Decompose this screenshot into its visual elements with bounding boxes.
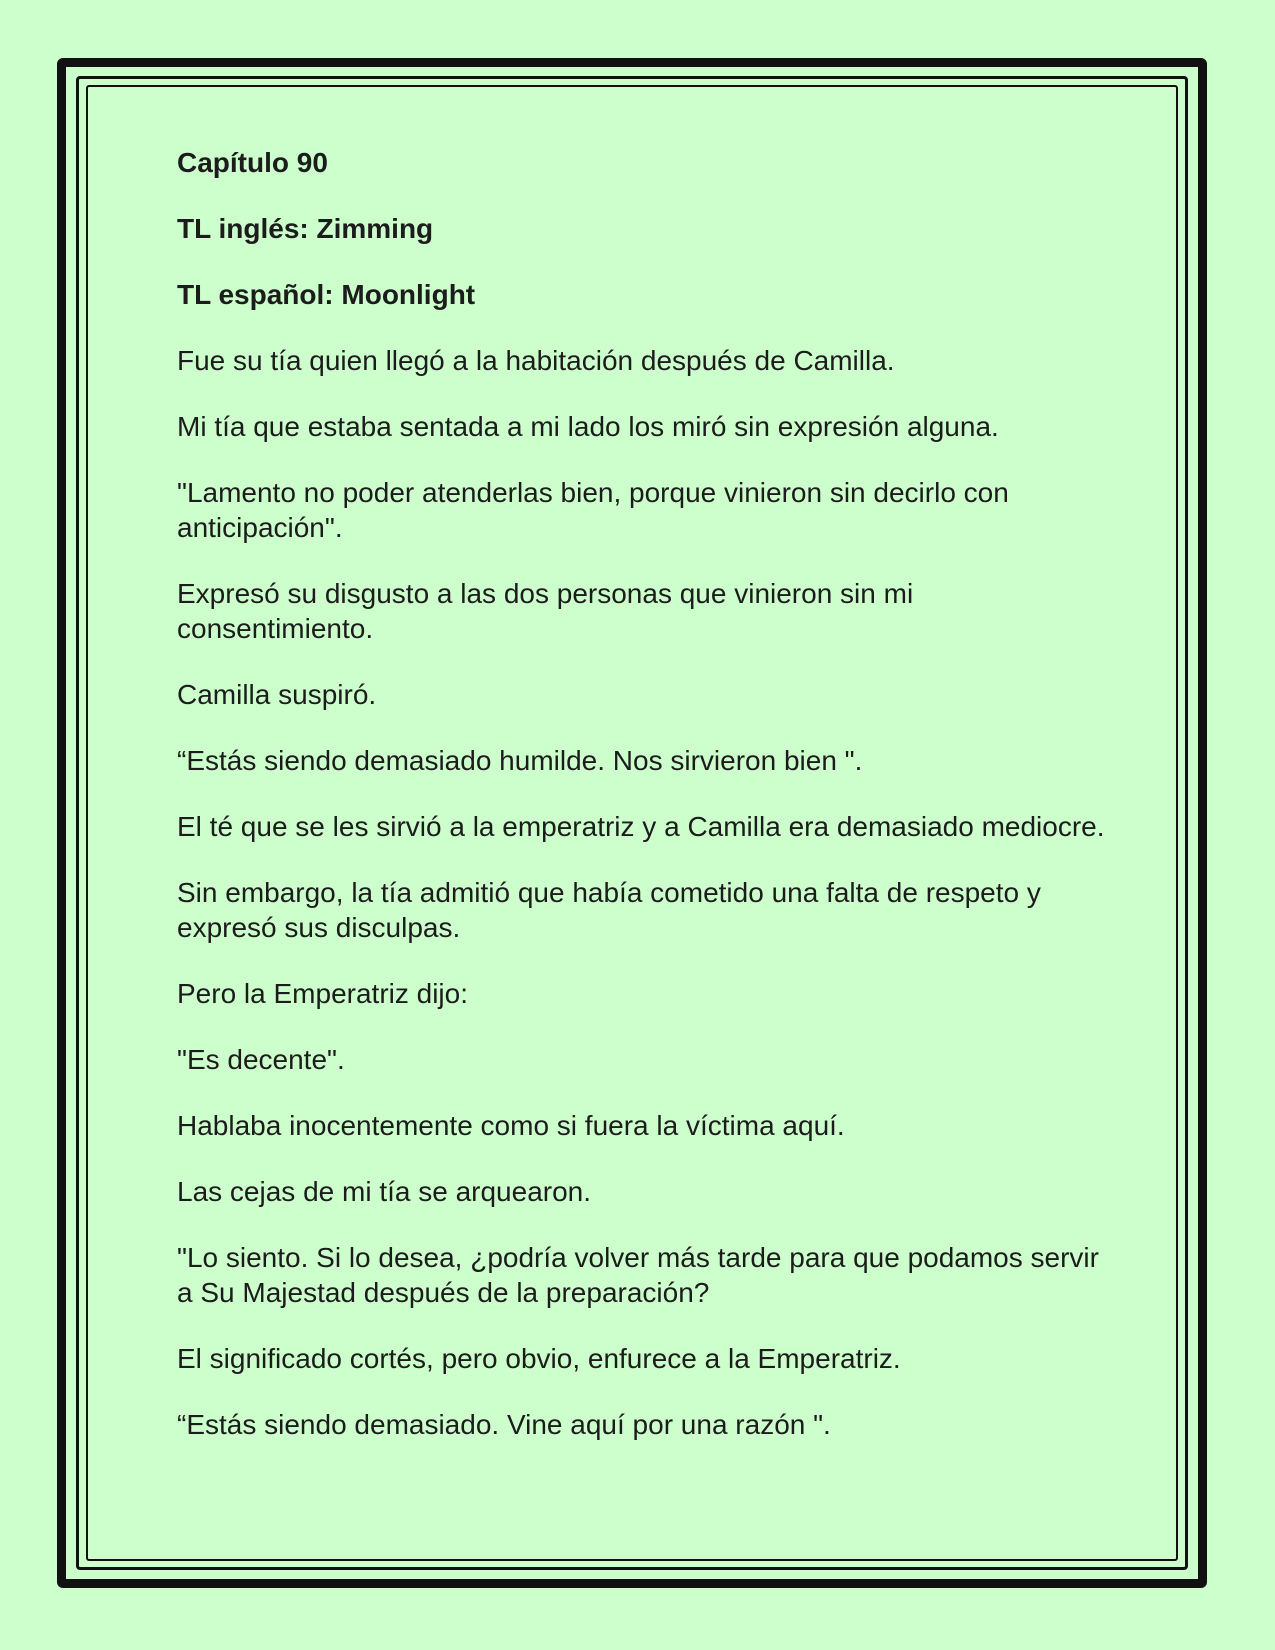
paragraph: Camilla suspiró.	[177, 679, 377, 710]
paragraph: Fue su tía quien llegó a la habitación después de Camilla.	[177, 345, 895, 376]
document-body	[177, 145, 1107, 1473]
paragraph: Las cejas de mi tía se arquearon.	[177, 1176, 592, 1207]
chapter-title: Capítulo 90	[177, 147, 328, 178]
paragraph: Mi tía que estaba sentada a mi lado los miró sin expresión alguna.	[177, 411, 999, 442]
paragraph: "Lamento no poder atenderlas bien, porque vinieron sin decirlo con anticipación".	[177, 477, 1009, 543]
english-translator-credit: TL inglés: Zimming	[177, 213, 434, 244]
paragraph: Expresó su disgusto a las dos personas que vinieron sin mi consentimiento.	[177, 578, 914, 644]
paragraph: El significado cortés, pero obvio, enfurece a la Emperatriz.	[177, 1343, 901, 1374]
paragraph: “Estás siendo demasiado. Vine aquí por una razón ".	[177, 1409, 831, 1440]
paragraph: “Estás siendo demasiado humilde. Nos sirvieron bien ".	[177, 745, 863, 776]
paragraph: El té que se les sirvió a la emperatriz y a Camilla era demasiado mediocre.	[177, 811, 1105, 842]
paragraph: Hablaba inocentemente como si fuera la víctima aquí.	[177, 1110, 845, 1141]
paragraph: "Lo siento. Si lo desea, ¿podría volver más tarde para que podamos servir a Su Majestad después de la preparación?	[177, 1242, 1099, 1308]
paragraph: Pero la Emperatriz dijo:	[177, 978, 469, 1009]
paragraph: Sin embargo, la tía admitió que había cometido una falta de respeto y expresó sus disculpas.	[177, 877, 1041, 943]
paragraph: "Es decente".	[177, 1044, 345, 1075]
spanish-translator-credit: TL español: Moonlight	[177, 279, 476, 310]
